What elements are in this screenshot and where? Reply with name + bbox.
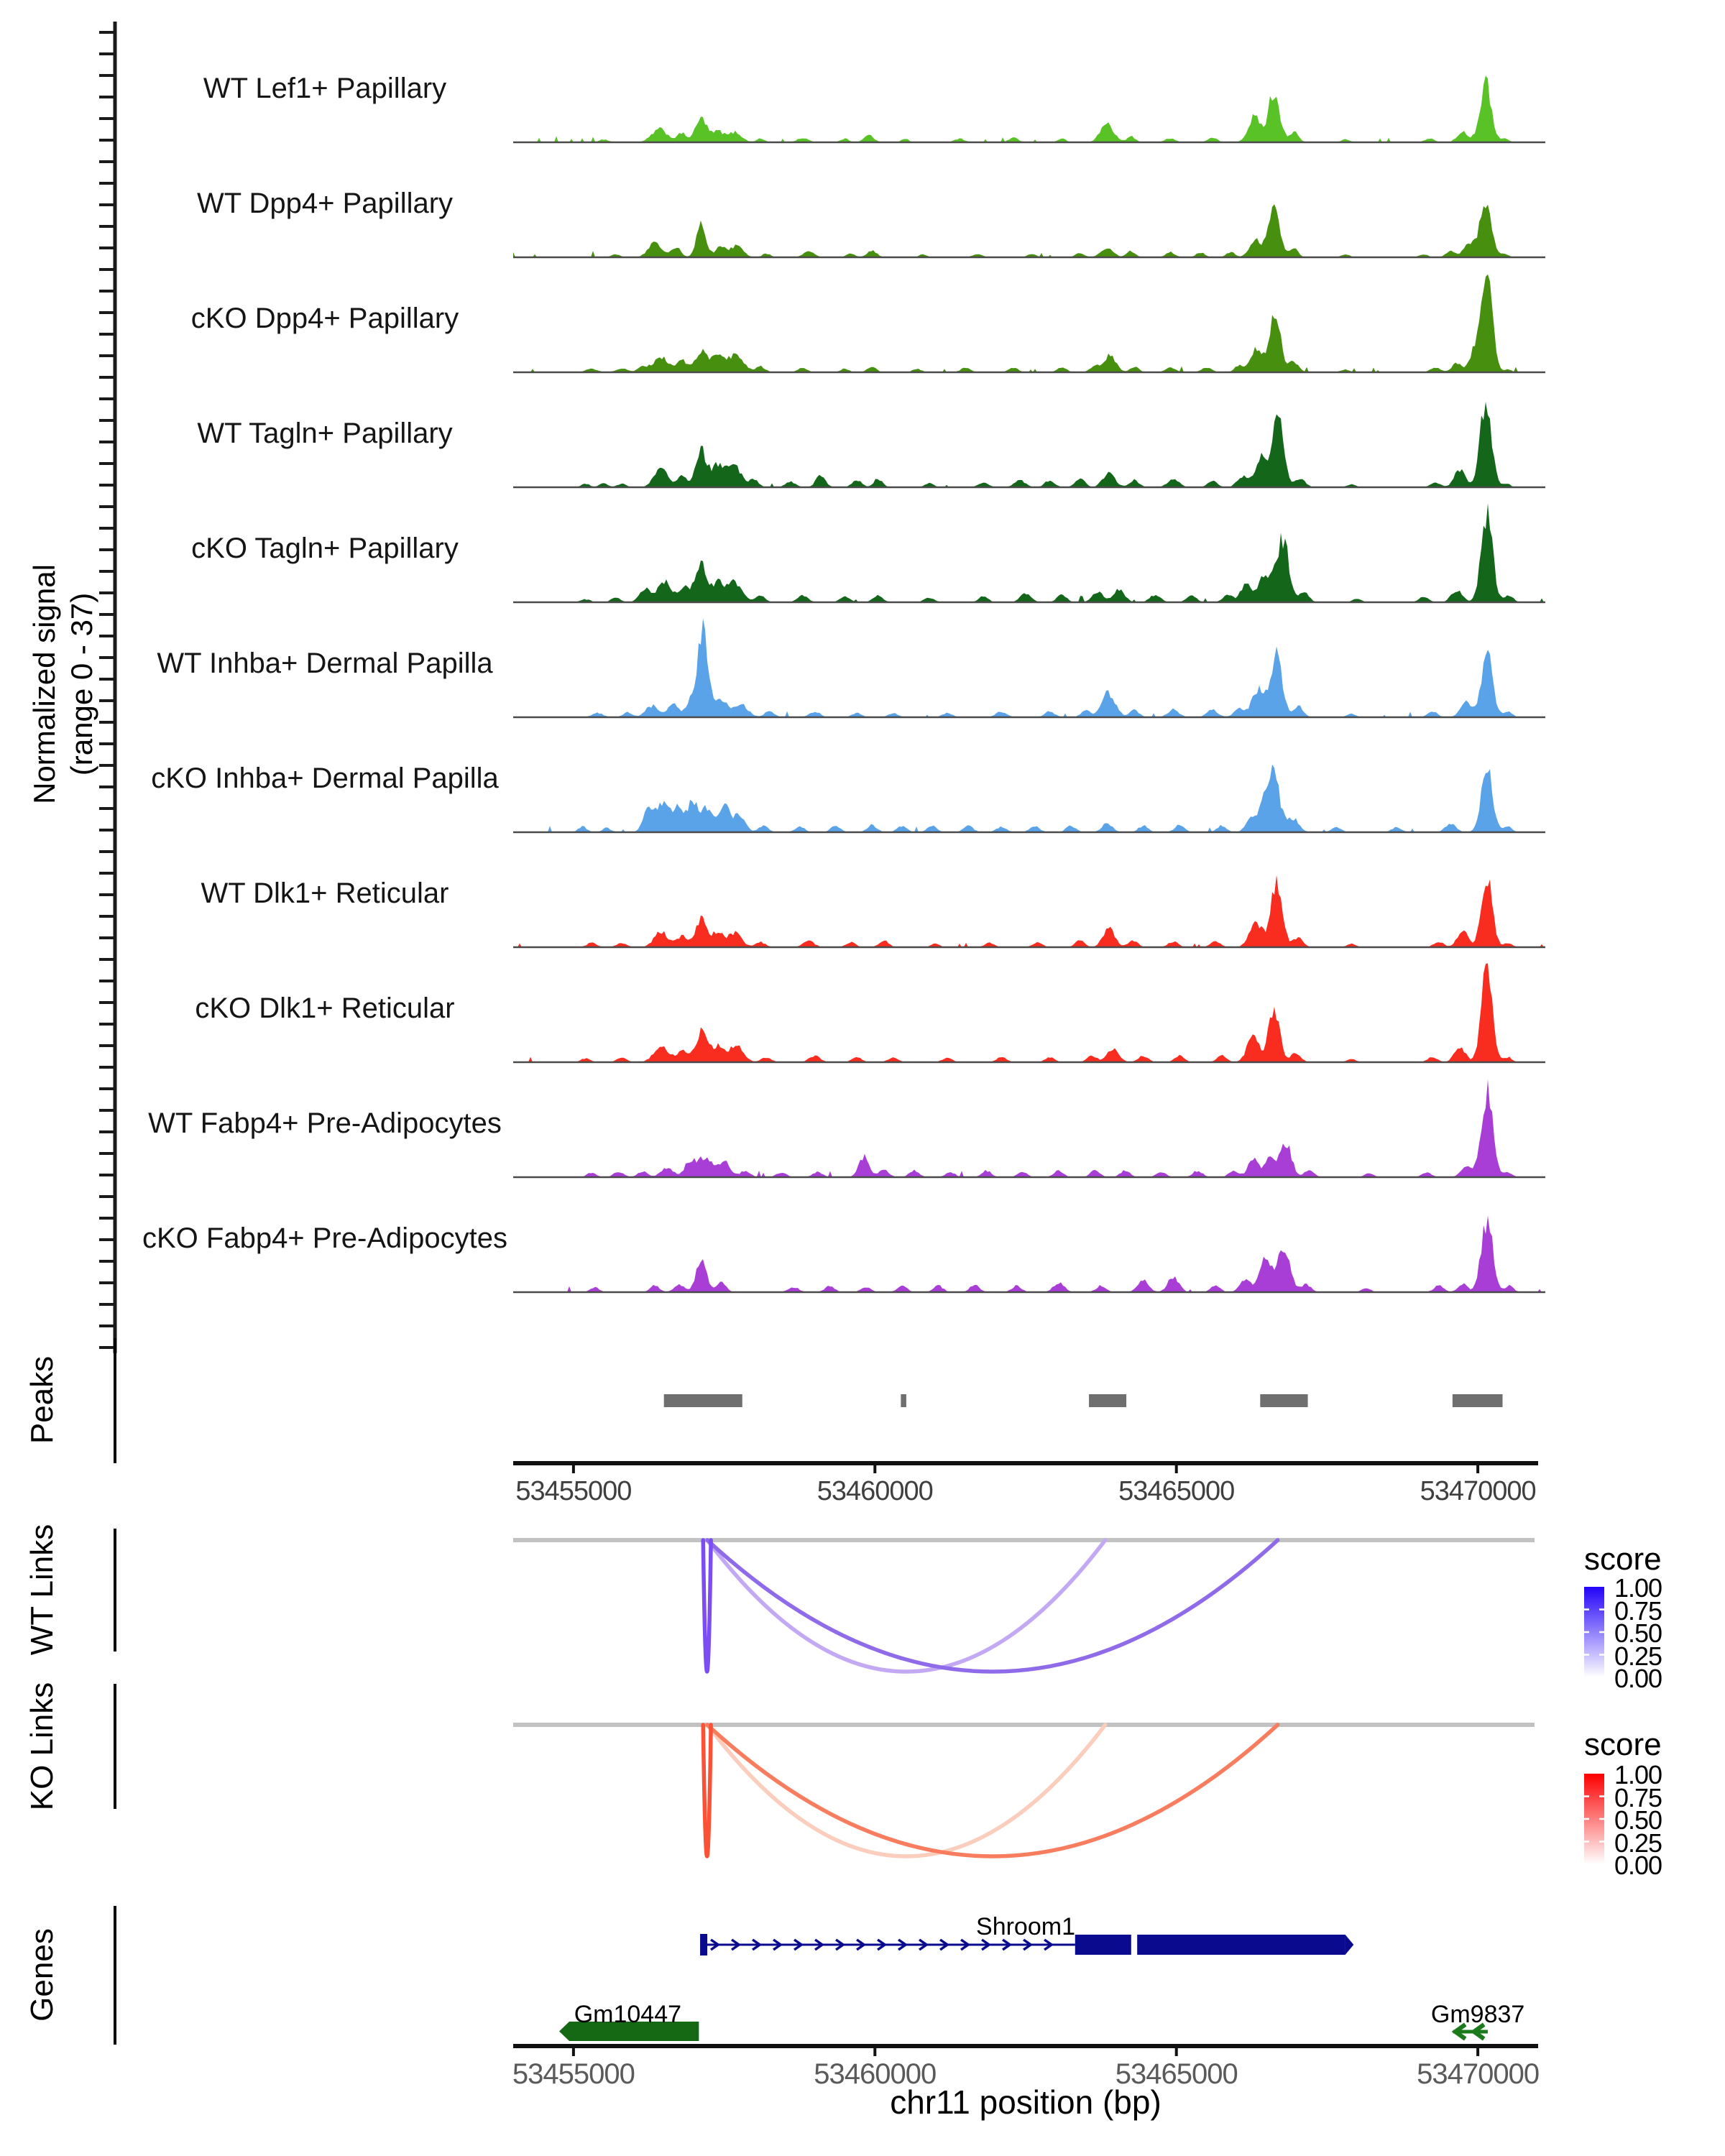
upper-genome-axis-tick-label: 53455000 bbox=[515, 1476, 632, 1506]
link-arc bbox=[707, 1725, 1278, 1856]
gene-shroom1-end-arrow bbox=[1346, 1935, 1354, 1955]
gene-shroom1-exon-box bbox=[1075, 1935, 1131, 1955]
score-legend-tick-label: 0.25 bbox=[1614, 1641, 1662, 1671]
score-legend-tick-label: 0.25 bbox=[1614, 1828, 1662, 1858]
coverage-track-name: cKO Dpp4+ Papillary bbox=[190, 303, 459, 334]
coverage-track-area bbox=[513, 204, 1545, 257]
coverage-track-area bbox=[513, 1216, 1545, 1293]
coverage-track-area bbox=[513, 75, 1545, 142]
peak-region-box bbox=[901, 1394, 906, 1407]
upper-genome-axis-tick-label: 53465000 bbox=[1118, 1476, 1235, 1506]
bottom-genome-axis-tick-label: 53460000 bbox=[814, 2058, 937, 2090]
bottom-genome-axis-tick-label: 53455000 bbox=[512, 2058, 635, 2090]
gene-shroom1-name: Shroom1 bbox=[976, 1913, 1075, 1940]
score-legend-tick-label: 1.00 bbox=[1614, 1760, 1662, 1789]
coverage-track-area bbox=[513, 402, 1545, 487]
link-arc bbox=[707, 1725, 1105, 1856]
y-axis-title-line1: Normalized signal bbox=[27, 564, 61, 804]
wt-links-track-label: WT Links bbox=[24, 1524, 60, 1656]
coverage-track-name: WT Fabp4+ Pre-Adipocytes bbox=[148, 1107, 502, 1139]
gene-gm9837-name: Gm9837 bbox=[1430, 2001, 1525, 2028]
peak-region-box bbox=[1260, 1394, 1307, 1407]
coverage-track-name: cKO Dlk1+ Reticular bbox=[195, 992, 455, 1024]
coverage-track-area bbox=[513, 875, 1545, 948]
link-arc bbox=[703, 1540, 711, 1672]
coverage-track-name: WT Tagln+ Papillary bbox=[197, 418, 453, 449]
coverage-track-name: cKO Inhba+ Dermal Papilla bbox=[151, 763, 499, 794]
coverage-track-area bbox=[513, 618, 1545, 717]
coverage-track-name: cKO Fabp4+ Pre-Adipocytes bbox=[142, 1222, 508, 1254]
link-arc bbox=[707, 1540, 1105, 1672]
peaks-track-label: Peaks bbox=[24, 1355, 60, 1445]
coverage-track-name: WT Lef1+ Papillary bbox=[203, 73, 447, 104]
peak-region-box bbox=[664, 1394, 742, 1407]
score-legend-tick-label: 0.00 bbox=[1614, 1664, 1662, 1693]
bottom-genome-axis-tick-label: 53465000 bbox=[1115, 2058, 1238, 2090]
score-legend-tick-label: 0.75 bbox=[1614, 1782, 1662, 1812]
gene-gm10447-name: Gm10447 bbox=[574, 2001, 682, 2028]
coverage-track-area bbox=[513, 963, 1545, 1062]
score-legend-tick-label: 0.75 bbox=[1614, 1595, 1662, 1626]
wt-links-legend-title: score bbox=[1584, 1542, 1662, 1577]
coverage-track-name: WT Dlk1+ Reticular bbox=[201, 877, 449, 909]
score-legend-tick-label: 0.00 bbox=[1614, 1851, 1662, 1880]
peak-region-box bbox=[1089, 1394, 1126, 1407]
upper-genome-axis-tick-label: 53460000 bbox=[816, 1476, 933, 1506]
score-legend-tick-label: 0.50 bbox=[1614, 1805, 1662, 1835]
link-arc bbox=[707, 1540, 1278, 1672]
coverage-track-name: cKO Tagln+ Papillary bbox=[191, 533, 459, 564]
gene-shroom1-exon-box bbox=[1137, 1935, 1345, 1955]
coverage-track-area bbox=[513, 275, 1545, 372]
score-legend-tick-label: 1.00 bbox=[1614, 1573, 1662, 1603]
genes-track-label: Genes bbox=[24, 1928, 60, 2022]
y-axis-title bbox=[26, 564, 101, 804]
x-axis-title: chr11 position (bp) bbox=[890, 2083, 1162, 2121]
coverage-track-area bbox=[513, 765, 1545, 832]
ko-links-legend-title: score bbox=[1584, 1727, 1662, 1762]
coverage-track-name: WT Inhba+ Dermal Papilla bbox=[157, 648, 493, 679]
coverage-track-name: WT Dpp4+ Papillary bbox=[196, 188, 454, 219]
peak-region-box bbox=[1453, 1394, 1503, 1407]
ko-links-track-label: KO Links bbox=[24, 1682, 60, 1811]
upper-genome-axis-tick-label: 53470000 bbox=[1420, 1476, 1536, 1506]
link-arc bbox=[703, 1725, 711, 1856]
coverage-track-area bbox=[513, 503, 1545, 602]
bottom-genome-axis-tick-label: 53470000 bbox=[1417, 2058, 1540, 2090]
coverage-track-area bbox=[513, 1079, 1545, 1177]
y-axis-title-line2: (range 0 - 37) bbox=[65, 592, 98, 776]
score-legend-tick-label: 0.50 bbox=[1614, 1618, 1662, 1648]
